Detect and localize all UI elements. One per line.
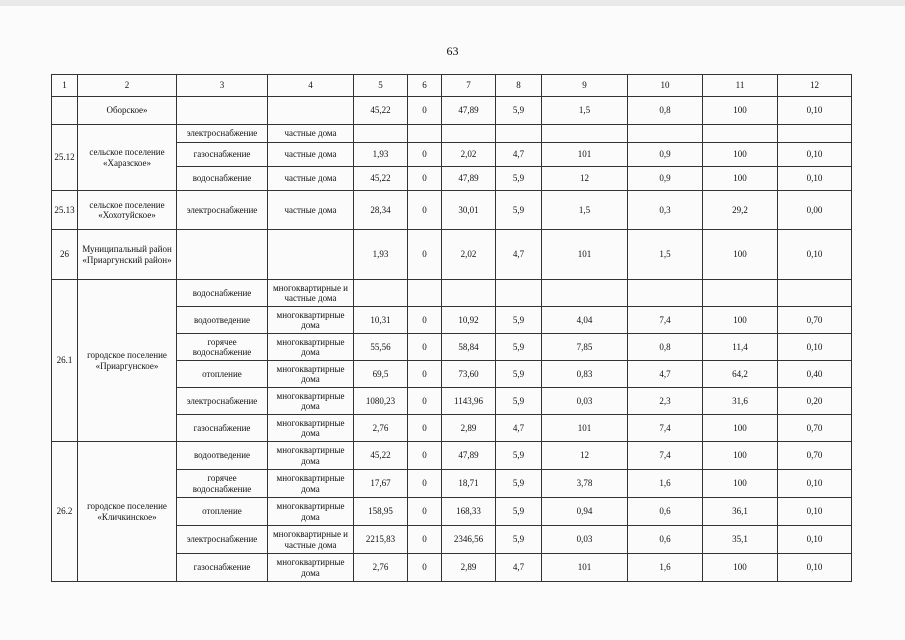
cell-value: 1,93: [354, 230, 408, 280]
cell-value: [354, 125, 408, 143]
row-number: 25.12: [52, 125, 78, 191]
cell-value: 2,89: [442, 554, 496, 582]
cell-value: 0,10: [778, 554, 852, 582]
cell-value: 0,10: [778, 334, 852, 361]
cell-value: 4,7: [496, 415, 542, 442]
cell-value: [408, 280, 442, 307]
cell-value: 58,84: [442, 334, 496, 361]
housing-type: частные дома: [268, 125, 354, 143]
table-row: [52, 191, 852, 230]
cell-value: 2,76: [354, 415, 408, 442]
cell-value: 0,03: [542, 526, 628, 554]
housing-type: [268, 97, 354, 125]
cell-value: 1,93: [354, 143, 408, 167]
cell-value: 0: [408, 191, 442, 230]
cell-value: 0,8: [628, 334, 703, 361]
cell-value: 0,8: [628, 97, 703, 125]
service-type: водоотведение: [177, 307, 268, 334]
cell-value: 101: [542, 554, 628, 582]
cell-value: 0: [408, 415, 442, 442]
row-number: 25.13: [52, 191, 78, 230]
cell-value: 0,10: [778, 230, 852, 280]
cell-value: 1,6: [628, 554, 703, 582]
service-type: [177, 97, 268, 125]
col-header: 1: [52, 75, 78, 97]
cell-value: 1,5: [628, 230, 703, 280]
cell-value: 101: [542, 230, 628, 280]
cell-value: [628, 125, 703, 143]
cell-value: 0,70: [778, 415, 852, 442]
cell-value: 0,94: [542, 498, 628, 526]
housing-type: многоквартирные дома: [268, 361, 354, 388]
cell-value: 12: [542, 167, 628, 191]
cell-value: 0: [408, 526, 442, 554]
service-type: электроснабжение: [177, 191, 268, 230]
cell-value: [496, 125, 542, 143]
cell-value: 7,4: [628, 442, 703, 470]
cell-value: 0: [408, 361, 442, 388]
cell-value: 7,85: [542, 334, 628, 361]
cell-value: 18,71: [442, 470, 496, 498]
cell-value: 64,2: [703, 361, 778, 388]
col-header: 3: [177, 75, 268, 97]
cell-value: [542, 125, 628, 143]
service-type: горячее водоснабжение: [177, 334, 268, 361]
cell-value: 5,9: [496, 361, 542, 388]
service-type: электроснабжение: [177, 526, 268, 554]
cell-value: 100: [703, 97, 778, 125]
cell-value: 0,10: [778, 470, 852, 498]
cell-value: 7,4: [628, 307, 703, 334]
cell-value: 0,10: [778, 143, 852, 167]
cell-value: 100: [703, 442, 778, 470]
housing-type: многоквартирные дома: [268, 388, 354, 415]
cell-value: 5,9: [496, 526, 542, 554]
cell-value: 0,9: [628, 143, 703, 167]
cell-value: [628, 280, 703, 307]
cell-value: 45,22: [354, 97, 408, 125]
cell-value: [408, 125, 442, 143]
service-type: [177, 230, 268, 280]
cell-value: 5,9: [496, 167, 542, 191]
settlement-name: Оборское»: [78, 97, 177, 125]
cell-value: 47,89: [442, 97, 496, 125]
col-header: 10: [628, 75, 703, 97]
cell-value: [496, 280, 542, 307]
housing-type: многоквартирные дома: [268, 554, 354, 582]
cell-value: 5,9: [496, 307, 542, 334]
col-header: 9: [542, 75, 628, 97]
col-header: 5: [354, 75, 408, 97]
housing-type: многоквартирные дома: [268, 307, 354, 334]
cell-value: 0,3: [628, 191, 703, 230]
cell-value: 2,3: [628, 388, 703, 415]
cell-value: 101: [542, 143, 628, 167]
cell-value: 1,6: [628, 470, 703, 498]
cell-value: 2,02: [442, 143, 496, 167]
cell-value: 5,9: [496, 442, 542, 470]
row-number: 26.1: [52, 280, 78, 442]
row-number: 26.2: [52, 442, 78, 582]
cell-value: 168,33: [442, 498, 496, 526]
cell-value: 100: [703, 230, 778, 280]
cell-value: 100: [703, 554, 778, 582]
housing-type: многоквартирные и частные дома: [268, 280, 354, 307]
cell-value: [778, 125, 852, 143]
cell-value: 55,56: [354, 334, 408, 361]
table-row: [52, 280, 852, 307]
col-header: 12: [778, 75, 852, 97]
header-row: [52, 75, 852, 97]
cell-value: 29,2: [703, 191, 778, 230]
cell-value: 2,76: [354, 554, 408, 582]
cell-value: 45,22: [354, 442, 408, 470]
service-type: газоснабжение: [177, 415, 268, 442]
cell-value: 0: [408, 388, 442, 415]
housing-type: многоквартирные дома: [268, 442, 354, 470]
cell-value: 0: [408, 97, 442, 125]
cell-value: 10,31: [354, 307, 408, 334]
cell-value: 45,22: [354, 167, 408, 191]
cell-value: 30,01: [442, 191, 496, 230]
col-header: 6: [408, 75, 442, 97]
cell-value: 2,89: [442, 415, 496, 442]
cell-value: 0: [408, 307, 442, 334]
cell-value: 0,10: [778, 167, 852, 191]
cell-value: [354, 280, 408, 307]
housing-type: [268, 230, 354, 280]
cell-value: 100: [703, 415, 778, 442]
cell-value: 0,10: [778, 526, 852, 554]
cell-value: 0,40: [778, 361, 852, 388]
cell-value: 0: [408, 470, 442, 498]
cell-value: 101: [542, 415, 628, 442]
cell-value: [442, 280, 496, 307]
page-number: 63: [446, 44, 459, 58]
cell-value: 7,4: [628, 415, 703, 442]
settlement-name: городское поселение «Кличкинское»: [78, 442, 177, 582]
service-type: водоотведение: [177, 442, 268, 470]
cell-value: [703, 280, 778, 307]
cell-value: 5,9: [496, 334, 542, 361]
housing-type: многоквартирные дома: [268, 470, 354, 498]
cell-value: 0,20: [778, 388, 852, 415]
cell-value: [542, 280, 628, 307]
col-header: 7: [442, 75, 496, 97]
cell-value: [442, 125, 496, 143]
cell-value: 0,6: [628, 526, 703, 554]
cell-value: 4,04: [542, 307, 628, 334]
cell-value: 0: [408, 442, 442, 470]
cell-value: 0: [408, 498, 442, 526]
cell-value: 4,7: [628, 361, 703, 388]
cell-value: 5,9: [496, 470, 542, 498]
housing-type: частные дома: [268, 167, 354, 191]
table-row: [52, 442, 852, 470]
cell-value: 28,34: [354, 191, 408, 230]
table-row: [52, 97, 852, 125]
cell-value: 5,9: [496, 498, 542, 526]
service-type: электроснабжение: [177, 125, 268, 143]
cell-value: 0,6: [628, 498, 703, 526]
row-number: 26: [52, 230, 78, 280]
cell-value: 73,60: [442, 361, 496, 388]
cell-value: 2215,83: [354, 526, 408, 554]
cell-value: 1080,23: [354, 388, 408, 415]
cell-value: 47,89: [442, 442, 496, 470]
cell-value: 11,4: [703, 334, 778, 361]
cell-value: 100: [703, 143, 778, 167]
cell-value: [778, 280, 852, 307]
service-type: электроснабжение: [177, 388, 268, 415]
cell-value: 5,9: [496, 191, 542, 230]
cell-value: 0,10: [778, 498, 852, 526]
cell-value: 1,5: [542, 191, 628, 230]
housing-type: частные дома: [268, 191, 354, 230]
col-header: 11: [703, 75, 778, 97]
cell-value: 0,03: [542, 388, 628, 415]
cell-value: 2346,56: [442, 526, 496, 554]
settlement-name: городское поселение «Приаргунское»: [78, 280, 177, 442]
cell-value: 0: [408, 230, 442, 280]
cell-value: 0: [408, 334, 442, 361]
service-type: водоснабжение: [177, 167, 268, 191]
service-type: отопление: [177, 361, 268, 388]
cell-value: 0,10: [778, 97, 852, 125]
document-page: [0, 6, 905, 640]
cell-value: 31,6: [703, 388, 778, 415]
tariff-table: [51, 74, 852, 582]
service-type: горячее водоснабжение: [177, 470, 268, 498]
service-type: отопление: [177, 498, 268, 526]
cell-value: 0,9: [628, 167, 703, 191]
cell-value: 5,9: [496, 388, 542, 415]
housing-type: многоквартирные дома: [268, 415, 354, 442]
cell-value: 3,78: [542, 470, 628, 498]
cell-value: 1143,96: [442, 388, 496, 415]
cell-value: 0,83: [542, 361, 628, 388]
cell-value: 100: [703, 470, 778, 498]
service-type: водоснабжение: [177, 280, 268, 307]
settlement-name: Муниципальный район «Приаргунский район»: [78, 230, 177, 280]
cell-value: 1,5: [542, 97, 628, 125]
service-type: газоснабжение: [177, 143, 268, 167]
cell-value: 17,67: [354, 470, 408, 498]
cell-value: 0,70: [778, 442, 852, 470]
cell-value: 5,9: [496, 97, 542, 125]
cell-value: 100: [703, 307, 778, 334]
cell-value: 0,70: [778, 307, 852, 334]
cell-value: 2,02: [442, 230, 496, 280]
housing-type: многоквартирные и частные дома: [268, 526, 354, 554]
row-number: [52, 97, 78, 125]
cell-value: 0: [408, 143, 442, 167]
col-header: 4: [268, 75, 354, 97]
cell-value: 10,92: [442, 307, 496, 334]
settlement-name: сельское поселение «Харазское»: [78, 125, 177, 191]
service-type: газоснабжение: [177, 554, 268, 582]
table-row: [52, 230, 852, 280]
cell-value: [703, 125, 778, 143]
cell-value: 47,89: [442, 167, 496, 191]
cell-value: 0: [408, 167, 442, 191]
housing-type: частные дома: [268, 143, 354, 167]
settlement-name: сельское поселение «Хохотуйское»: [78, 191, 177, 230]
cell-value: 158,95: [354, 498, 408, 526]
cell-value: 4,7: [496, 554, 542, 582]
cell-value: 35,1: [703, 526, 778, 554]
col-header: 2: [78, 75, 177, 97]
cell-value: 0,00: [778, 191, 852, 230]
table-row: [52, 125, 852, 143]
cell-value: 100: [703, 167, 778, 191]
cell-value: 36,1: [703, 498, 778, 526]
cell-value: 12: [542, 442, 628, 470]
col-header: 8: [496, 75, 542, 97]
cell-value: 69,5: [354, 361, 408, 388]
cell-value: 4,7: [496, 143, 542, 167]
cell-value: 4,7: [496, 230, 542, 280]
housing-type: многоквартирные дома: [268, 334, 354, 361]
cell-value: 0: [408, 554, 442, 582]
housing-type: многоквартирные дома: [268, 498, 354, 526]
